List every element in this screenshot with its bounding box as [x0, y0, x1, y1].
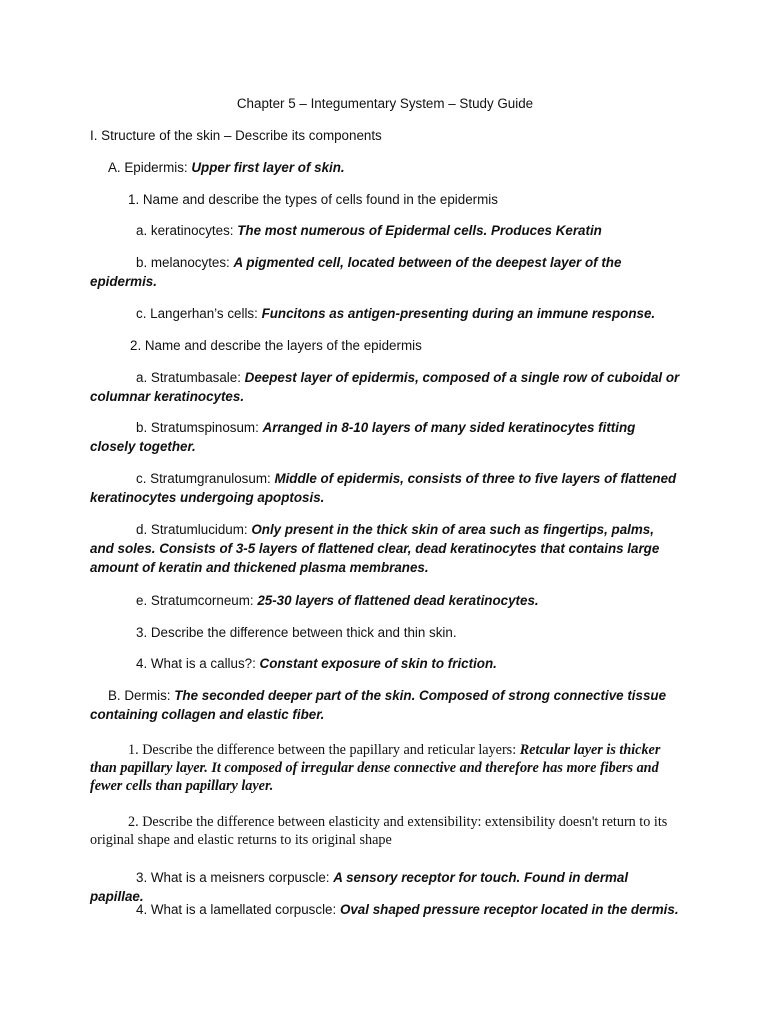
question-heading: 3. Describe the difference between thick and thin skin.: [136, 625, 457, 640]
item-answer: The seconded deeper part of the skin. Composed of strong connective tissue containing collagen and elastic fiber.: [90, 688, 667, 722]
outline-item: [90, 654, 680, 673]
item-label: b. melanocytes:: [136, 255, 234, 270]
item-label: b. Stratumspinosum:: [136, 420, 263, 435]
item-label: 4. What is a lamellated corpuscle:: [136, 902, 340, 917]
outline-item: [90, 900, 680, 919]
item-answer: Middle of epidermis, consists of three to five layers of flattened keratinocytes undergoing apoptosis.: [90, 471, 677, 505]
question-heading: 1. Name and describe the types of cells found in the epidermis: [128, 192, 498, 207]
outline-item: [90, 368, 680, 406]
item-label: 1. Describe the difference between the papillary and reticular layers:: [128, 742, 520, 758]
item-answer: The most numerous of Epidermal cells. Produces Keratin: [237, 223, 602, 238]
outline-item: [90, 418, 680, 456]
outline-item: [90, 221, 680, 240]
item-answer: A sensory receptor for touch. Found in dermal papillae.: [90, 870, 629, 904]
outline-item: [90, 741, 685, 795]
item-answer: Arranged in 8-10 layers of many sided keratinocytes fitting closely together.: [90, 420, 636, 454]
outline-item: [90, 158, 680, 177]
item-answer: Only present in the thick skin of area such as fingertips, palms, and soles. Consists of 3-5 layers of flattened clear, dead keratinocytes that contains large amount of keratin and thickened plasma membranes.: [90, 522, 660, 575]
item-label: B. Dermis:: [108, 688, 175, 703]
outline-item: [90, 253, 680, 291]
item-label: c. Stratumgranulosum:: [136, 471, 275, 486]
outline-item: [90, 686, 680, 724]
outline-item: [90, 813, 685, 849]
item-answer: Deepest layer of epidermis, composed of a single row of cuboidal or columnar keratinocytes.: [90, 370, 680, 404]
item-label: a. keratinocytes:: [136, 223, 238, 238]
outline-item: [90, 304, 680, 323]
outline-item: [90, 469, 680, 507]
item-answer: 25-30 layers of flattened dead keratinocytes.: [257, 593, 539, 608]
item-answer: Upper first layer of skin.: [191, 160, 345, 175]
page-title: Chapter 5 – Integumentary System – Study Guide: [236, 96, 534, 111]
item-answer: A pigmented cell, located between of the deepest layer of the epidermis.: [90, 255, 622, 289]
item-label: 3. What is a meisners corpuscle:: [136, 870, 334, 885]
item-label: a. Stratumbasale:: [136, 370, 245, 385]
item-label: e. Stratumcorneum:: [136, 593, 258, 608]
item-label: d. Stratumlucidum:: [136, 522, 252, 537]
item-label: 4. What is a callus?:: [136, 656, 260, 671]
item-answer: Retcular layer is thicker than papillary layer. It composed of irregular dense connective and therefore has more fibers and fewer cells than papillary layer.: [90, 742, 661, 794]
item-answer: Funcitons as antigen-presenting during an immune response.: [261, 306, 656, 321]
outline-item: [90, 591, 680, 610]
item-label: 2. Describe the difference between elasticity and extensibility: extensibility doesn't return to its original shape and elastic returns to its original shape: [90, 814, 668, 848]
item-label: c. Langerhan’s cells:: [136, 306, 262, 321]
outline-item: [90, 520, 680, 577]
item-answer: Constant exposure of skin to friction.: [259, 656, 497, 671]
question-heading: 2. Name and describe the layers of the epidermis: [130, 338, 422, 353]
item-label: A. Epidermis:: [108, 160, 192, 175]
section-heading: I. Structure of the skin – Describe its components: [90, 128, 382, 143]
item-answer: Oval shaped pressure receptor located in the dermis.: [339, 902, 679, 917]
